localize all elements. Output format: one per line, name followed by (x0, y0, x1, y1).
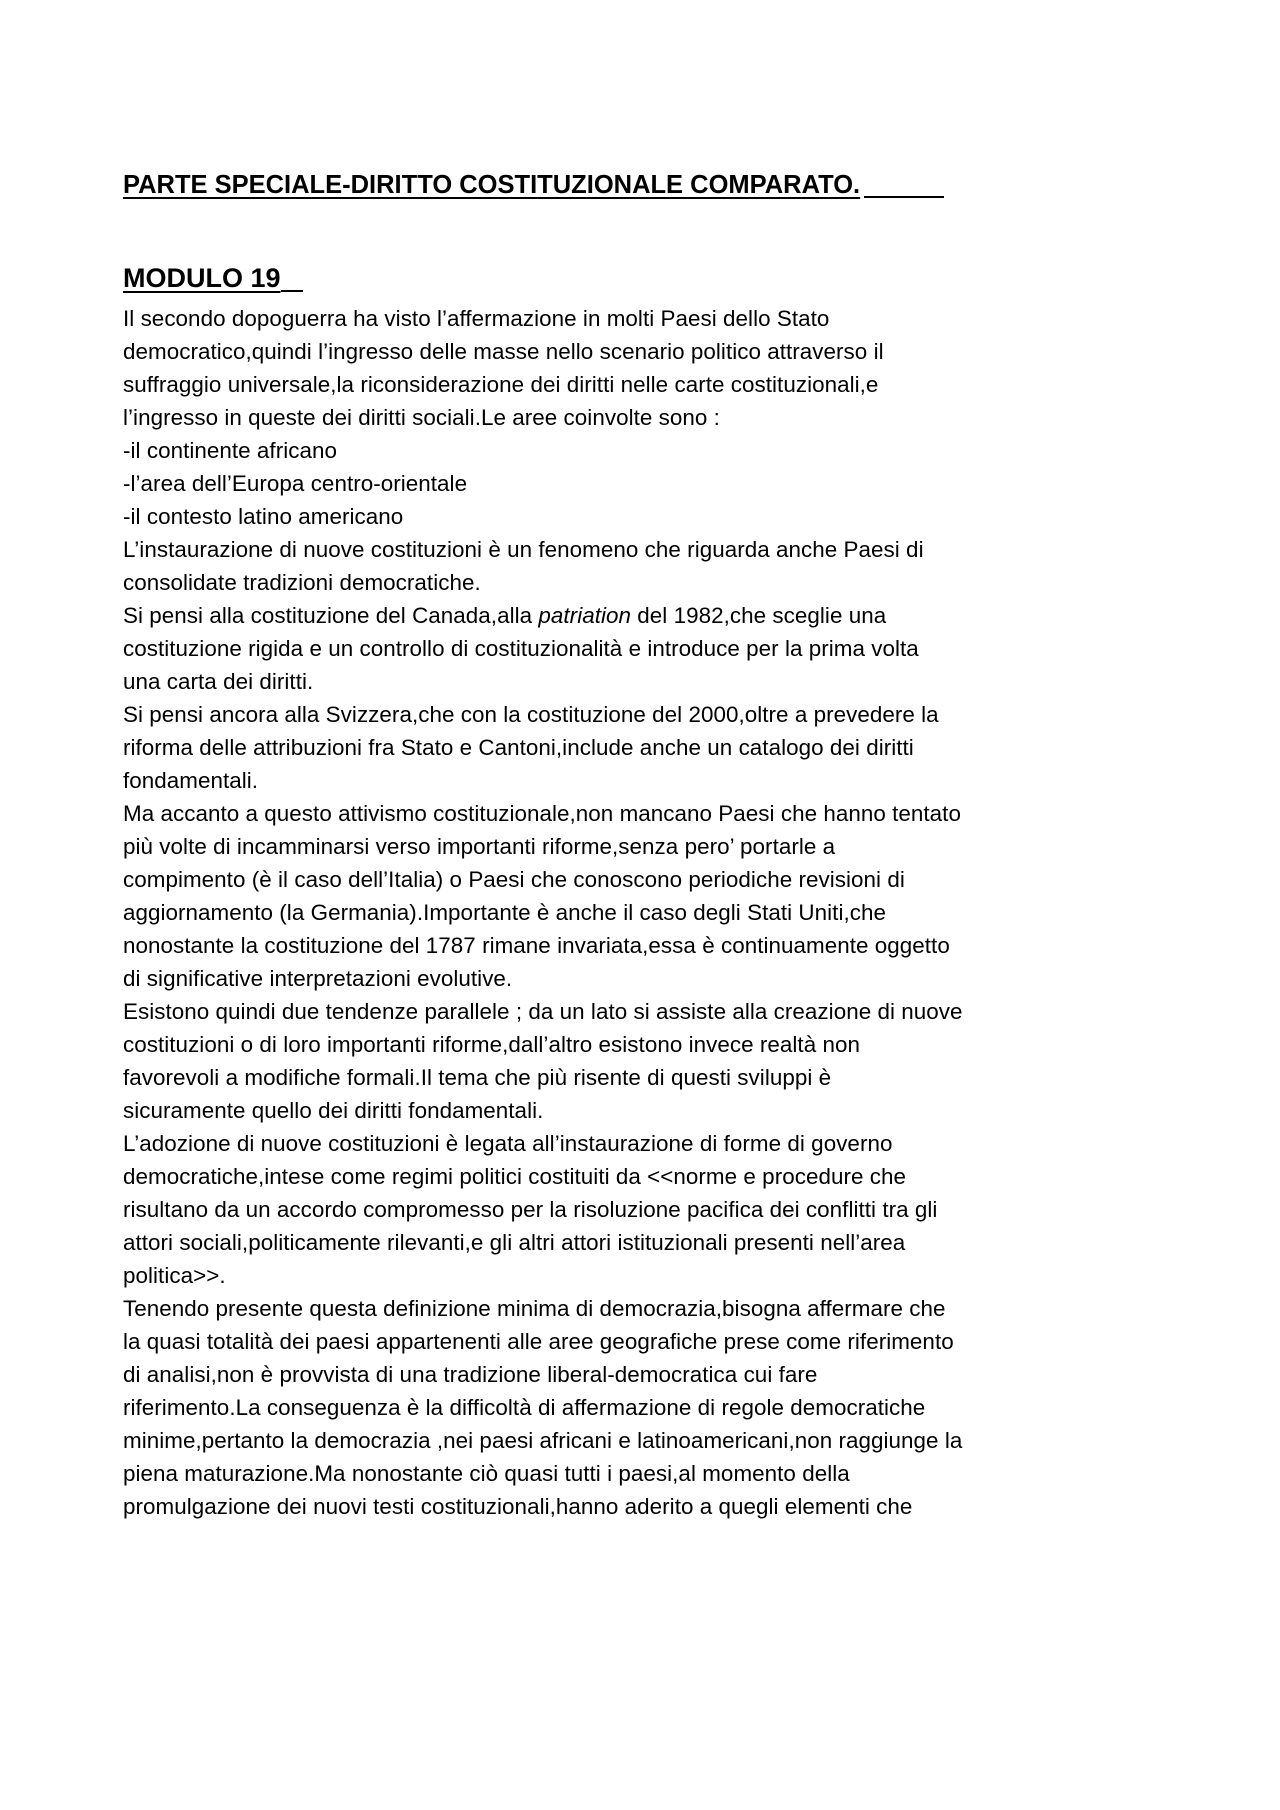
line-segment: del 1982,che sceglie una (631, 603, 887, 628)
paragraph-line (123, 599, 1083, 632)
paragraph-line: politica>>. (123, 1263, 226, 1288)
paragraph-line: democratico,quindi l’ingresso delle masse nello scenario politico attraverso il (123, 339, 884, 364)
paragraph-line: sicuramente quello dei diritti fondamentali. (123, 1098, 544, 1123)
paragraph-line: di analisi,non è provvista di una tradizione liberal-democratica cui fare (123, 1362, 818, 1387)
paragraph-line: fondamentali. (123, 768, 259, 793)
paragraph-line: riforma delle attribuzioni fra Stato e Cantoni,include anche un catalogo dei diritti (123, 735, 914, 760)
paragraph-line: promulgazione dei nuovi testi costituzionali,hanno aderito a quegli elementi che (123, 1494, 913, 1519)
paragraph-line: costituzione rigida e un controllo di costituzionalità e introduce per la prima volta (123, 636, 919, 661)
paragraph-line: una carta dei diritti. (123, 669, 314, 694)
paragraph-line: L’adozione di nuove costituzioni è legata all’instaurazione di forme di governo (123, 1131, 893, 1156)
paragraph-line: minime,pertanto la democrazia ,nei paesi africani e latinoamericani,non raggiunge la (123, 1428, 963, 1453)
paragraph-line: suffraggio universale,la riconsiderazione dei diritti nelle carte costituzionali,e (123, 372, 879, 397)
paragraph-line: compimento (è il caso dell’Italia) o Paesi che conoscono periodiche revisioni di (123, 867, 905, 892)
paragraph-line: risultano da un accordo compromesso per la risoluzione pacifica dei conflitti tra gli (123, 1197, 938, 1222)
paragraph-line: riferimento.La conseguenza è la difficoltà di affermazione di regole democratiche (123, 1395, 926, 1420)
body-text (123, 302, 1083, 1523)
paragraph-line: favorevoli a modifiche formali.Il tema che più risente di questi sviluppi è (123, 1065, 832, 1090)
paragraph-line: più volte di incamminarsi verso importanti riforme,senza pero’ portarle a (123, 834, 836, 859)
paragraph-line: Esistono quindi due tendenze parallele ; da un lato si assiste alla creazione di nuove (123, 999, 963, 1024)
paragraph-line: piena maturazione.Ma nonostante ciò quasi tutti i paesi,al momento della (123, 1461, 850, 1486)
list-item: -il continente africano (123, 438, 337, 463)
paragraph-line: di significative interpretazioni evolutive. (123, 966, 513, 991)
paragraph-line: consolidate tradizioni democratiche. (123, 570, 481, 595)
paragraph-line: democratiche,intese come regimi politici costituiti da <<norme e procedure che (123, 1164, 906, 1189)
document-title-text: PARTE SPECIALE-DIRITTO COSTITUZIONALE COMPARATO. (123, 171, 861, 199)
paragraph-line: L’instaurazione di nuove costituzioni è un fenomeno che riguarda anche Paesi di (123, 537, 924, 562)
list-item: -il contesto latino americano (123, 504, 404, 529)
line-segment: Si pensi alla costituzione del Canada,alla (123, 603, 539, 628)
paragraph-line: la quasi totalità dei paesi appartenenti alle aree geografiche prese come riferimento (123, 1329, 954, 1354)
paragraph-line: Ma accanto a questo attivismo costituzionale,non mancano Paesi che hanno tentato (123, 801, 961, 826)
document-title (123, 170, 1053, 200)
module-underline-rule (281, 290, 303, 292)
paragraph-line: Tenendo presente questa definizione minima di democrazia,bisogna affermare che (123, 1296, 946, 1321)
paragraph-line: aggiornamento (la Germania).Importante è anche il caso degli Stati Uniti,che (123, 900, 886, 925)
paragraph-line: Il secondo dopoguerra ha visto l’affermazione in molti Paesi dello Stato (123, 306, 830, 331)
module-heading-text: MODULO 19 (123, 263, 281, 293)
paragraph-line: Si pensi ancora alla Svizzera,che con la costituzione del 2000,oltre a prevedere la (123, 702, 939, 727)
module-heading (123, 262, 303, 294)
list-item: -l’area dell’Europa centro-orientale (123, 471, 468, 496)
paragraph-line: l’ingresso in queste dei diritti sociali.Le aree coinvolte sono : (123, 405, 720, 430)
paragraph-line: nonostante la costituzione del 1787 rimane invariata,essa è continuamente oggetto (123, 933, 950, 958)
italic-term: patriation (538, 603, 632, 628)
paragraph-line: attori sociali,politicamente rilevanti,e gli altri attori istituzionali presenti nell’area (123, 1230, 906, 1255)
paragraph-line: costituzioni o di loro importanti riforme,dall’altro esistono invece realtà non (123, 1032, 860, 1057)
title-underline-rule (864, 196, 944, 198)
